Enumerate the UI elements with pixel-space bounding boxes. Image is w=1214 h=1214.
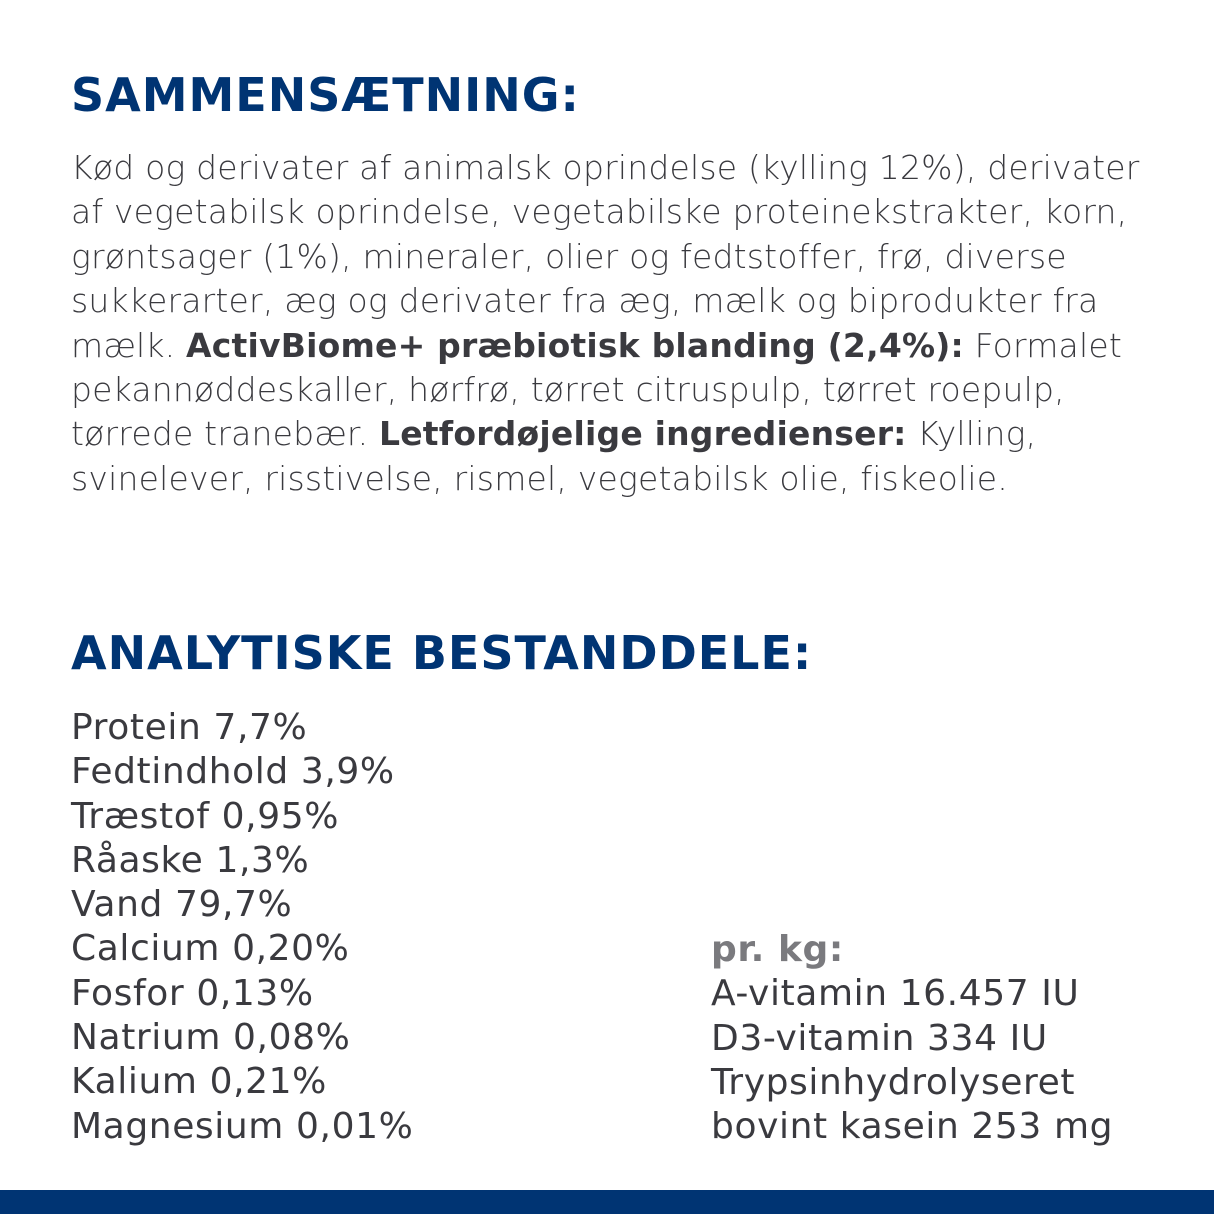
per-kg-label: pr. kg: — [711, 929, 844, 970]
composition-segment: Formalet pekannøddeskaller, hørfrø, tørret citruspulp, tørret roepulp, tørrede tranebær. — [71, 325, 1122, 454]
activbiome-label: ActivBiome+ præbiotisk blanding (2,4%): — [186, 325, 964, 365]
analytics-item: Råaske 1,3% — [71, 839, 310, 881]
digestible-label: Letfordøjelige ingredienser: — [379, 414, 907, 454]
footer-band — [0, 1190, 1214, 1214]
per-kg-item: A-vitamin 16.457 IU — [711, 973, 1080, 1015]
per-kg-item: D3-vitamin 334 IU — [711, 1017, 1048, 1059]
analytics-item: Calcium 0,20% — [71, 928, 350, 970]
analytics-heading: ANALYTISKE BESTANDDELE: — [71, 626, 813, 680]
analytics-item: Magnesium 0,01% — [71, 1105, 414, 1147]
per-kg-list — [711, 928, 1113, 1149]
per-kg-item: bovint kasein 253 mg — [711, 1106, 1114, 1148]
composition-segment: Kylling, svinelever, risstivelse, rismel, vegetabilsk olie, fiskeolie. — [71, 414, 1037, 498]
analytics-item: Vand 79,7% — [71, 884, 293, 926]
composition-segment: Kød og derivater af animalsk oprindelse (kylling 12%), derivater af vegetabilsk oprindelse, vegetabilske proteinekstrakter, korn, grøntsager (1%), mineraler, olier og fedtstoffer, frø, diverse sukkerarter, æg og derivater fra æg, mælk og biprodukter fra mælk. — [71, 148, 1140, 365]
composition-text — [71, 146, 1181, 501]
analytics-item: Kalium 0,21% — [71, 1061, 327, 1103]
analytics-item: Protein 7,7% — [71, 707, 308, 748]
analytics-item: Fedtindhold 3,9% — [71, 751, 395, 793]
analytics-list — [71, 706, 413, 1149]
analytics-item: Natrium 0,08% — [71, 1017, 351, 1059]
analytics-item: Træstof 0,95% — [71, 795, 340, 837]
composition-heading: SAMMENSÆTNING: — [71, 68, 580, 122]
per-kg-item: Trypsinhydrolyseret — [711, 1061, 1076, 1103]
analytics-item: Fosfor 0,13% — [71, 972, 314, 1014]
